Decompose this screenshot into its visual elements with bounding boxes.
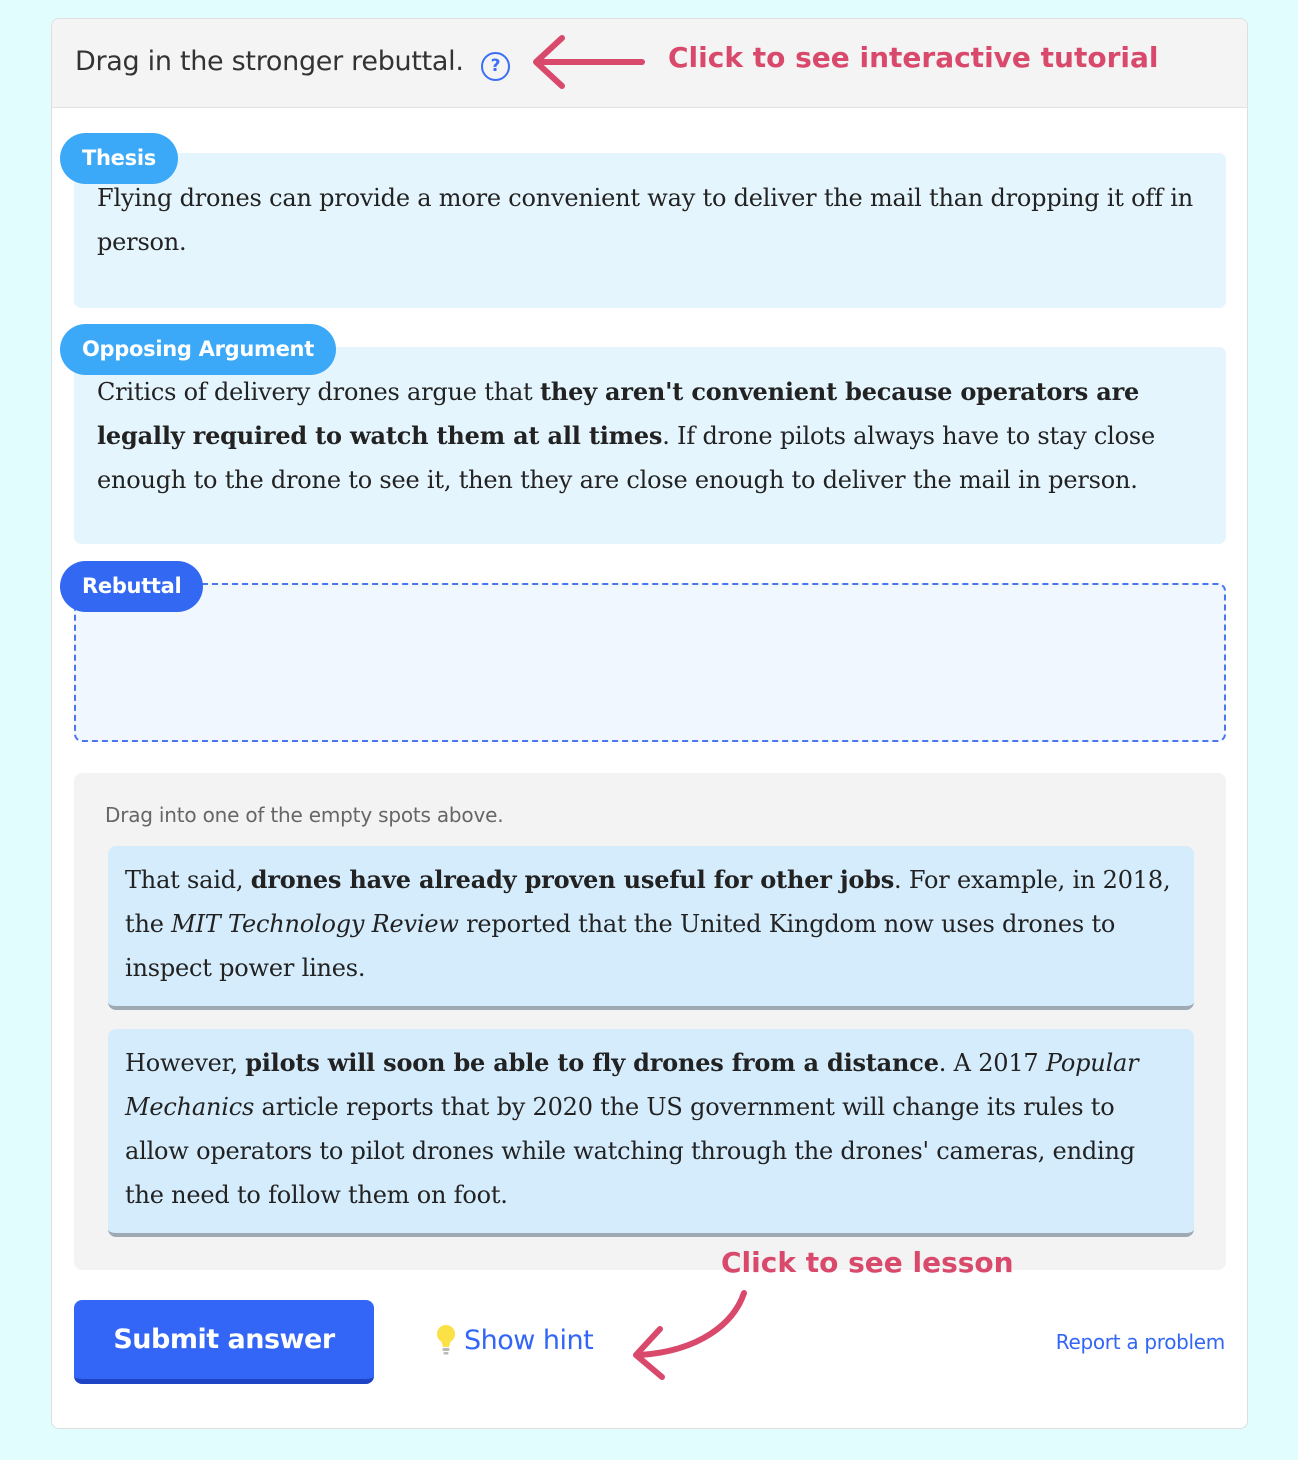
opposing-claim: they aren't convenient because operators are legally required to watch them at all times bbox=[97, 377, 1140, 450]
thesis-box bbox=[74, 153, 1226, 308]
thesis-label: Thesis bbox=[60, 133, 178, 184]
choice-2-text-c: article reports that by 2020 the US government will change its rules to allow operators to pilot drones while watching through the drones' cameras, ending the need to follow them on foot. bbox=[125, 1093, 1135, 1209]
show-hint-button[interactable] bbox=[434, 1323, 593, 1357]
activity-card bbox=[51, 18, 1248, 1429]
choice-bank bbox=[74, 773, 1226, 1270]
choice-2-claim: pilots will soon be able to fly drones from a distance bbox=[245, 1048, 939, 1077]
opposing-argument-box bbox=[74, 347, 1226, 544]
show-hint-label: Show hint bbox=[464, 1324, 594, 1356]
opposing-argument-label: Opposing Argument bbox=[60, 324, 336, 375]
report-problem-link[interactable]: Report a problem bbox=[1055, 1330, 1225, 1354]
choice-2-source: Popular Mechanics bbox=[125, 1049, 1139, 1121]
choice-1-text-c: reported that the United Kingdom now uses drones to inspect power lines. bbox=[125, 910, 1116, 982]
lesson-annotation: Click to see lesson bbox=[721, 1246, 1014, 1279]
choice-1-text-a: That said, bbox=[125, 866, 251, 894]
choice-2-text-b: . A 2017 bbox=[938, 1049, 1046, 1077]
opposing-text-end: . If drone pilots always have to stay close enough to the drone to see it, then they are close enough to deliver the mail in person. bbox=[97, 422, 1155, 494]
submit-answer-button[interactable]: Submit answer bbox=[74, 1300, 374, 1384]
opposing-text-start: Critics of delivery drones argue that bbox=[97, 378, 540, 406]
thesis-text: Flying drones can provide a more convenient way to deliver the mail than dropping it off in person. bbox=[97, 184, 1193, 256]
bank-instructions: Drag into one of the empty spots above. bbox=[105, 803, 504, 827]
rebuttal-label: Rebuttal bbox=[60, 561, 203, 612]
tutorial-annotation: Click to see interactive tutorial bbox=[668, 41, 1159, 74]
lightbulb-icon bbox=[434, 1323, 458, 1357]
curved-arrow-icon bbox=[622, 1283, 762, 1383]
question-circle-icon[interactable]: ? bbox=[481, 52, 510, 81]
rebuttal-drop-zone[interactable] bbox=[74, 583, 1226, 742]
choice-2-text-a: However, bbox=[125, 1049, 246, 1077]
arrow-left-icon bbox=[528, 31, 648, 91]
rebuttal-choice-2[interactable] bbox=[108, 1029, 1194, 1237]
choice-1-text-b: . For example, in 2018, the bbox=[125, 866, 1171, 938]
choice-1-claim: drones have already proven useful for other jobs bbox=[250, 865, 895, 894]
prompt-text: Drag in the stronger rebuttal. bbox=[75, 46, 464, 77]
rebuttal-choice-1[interactable] bbox=[108, 846, 1194, 1010]
choice-1-source: MIT Technology Review bbox=[171, 910, 459, 938]
